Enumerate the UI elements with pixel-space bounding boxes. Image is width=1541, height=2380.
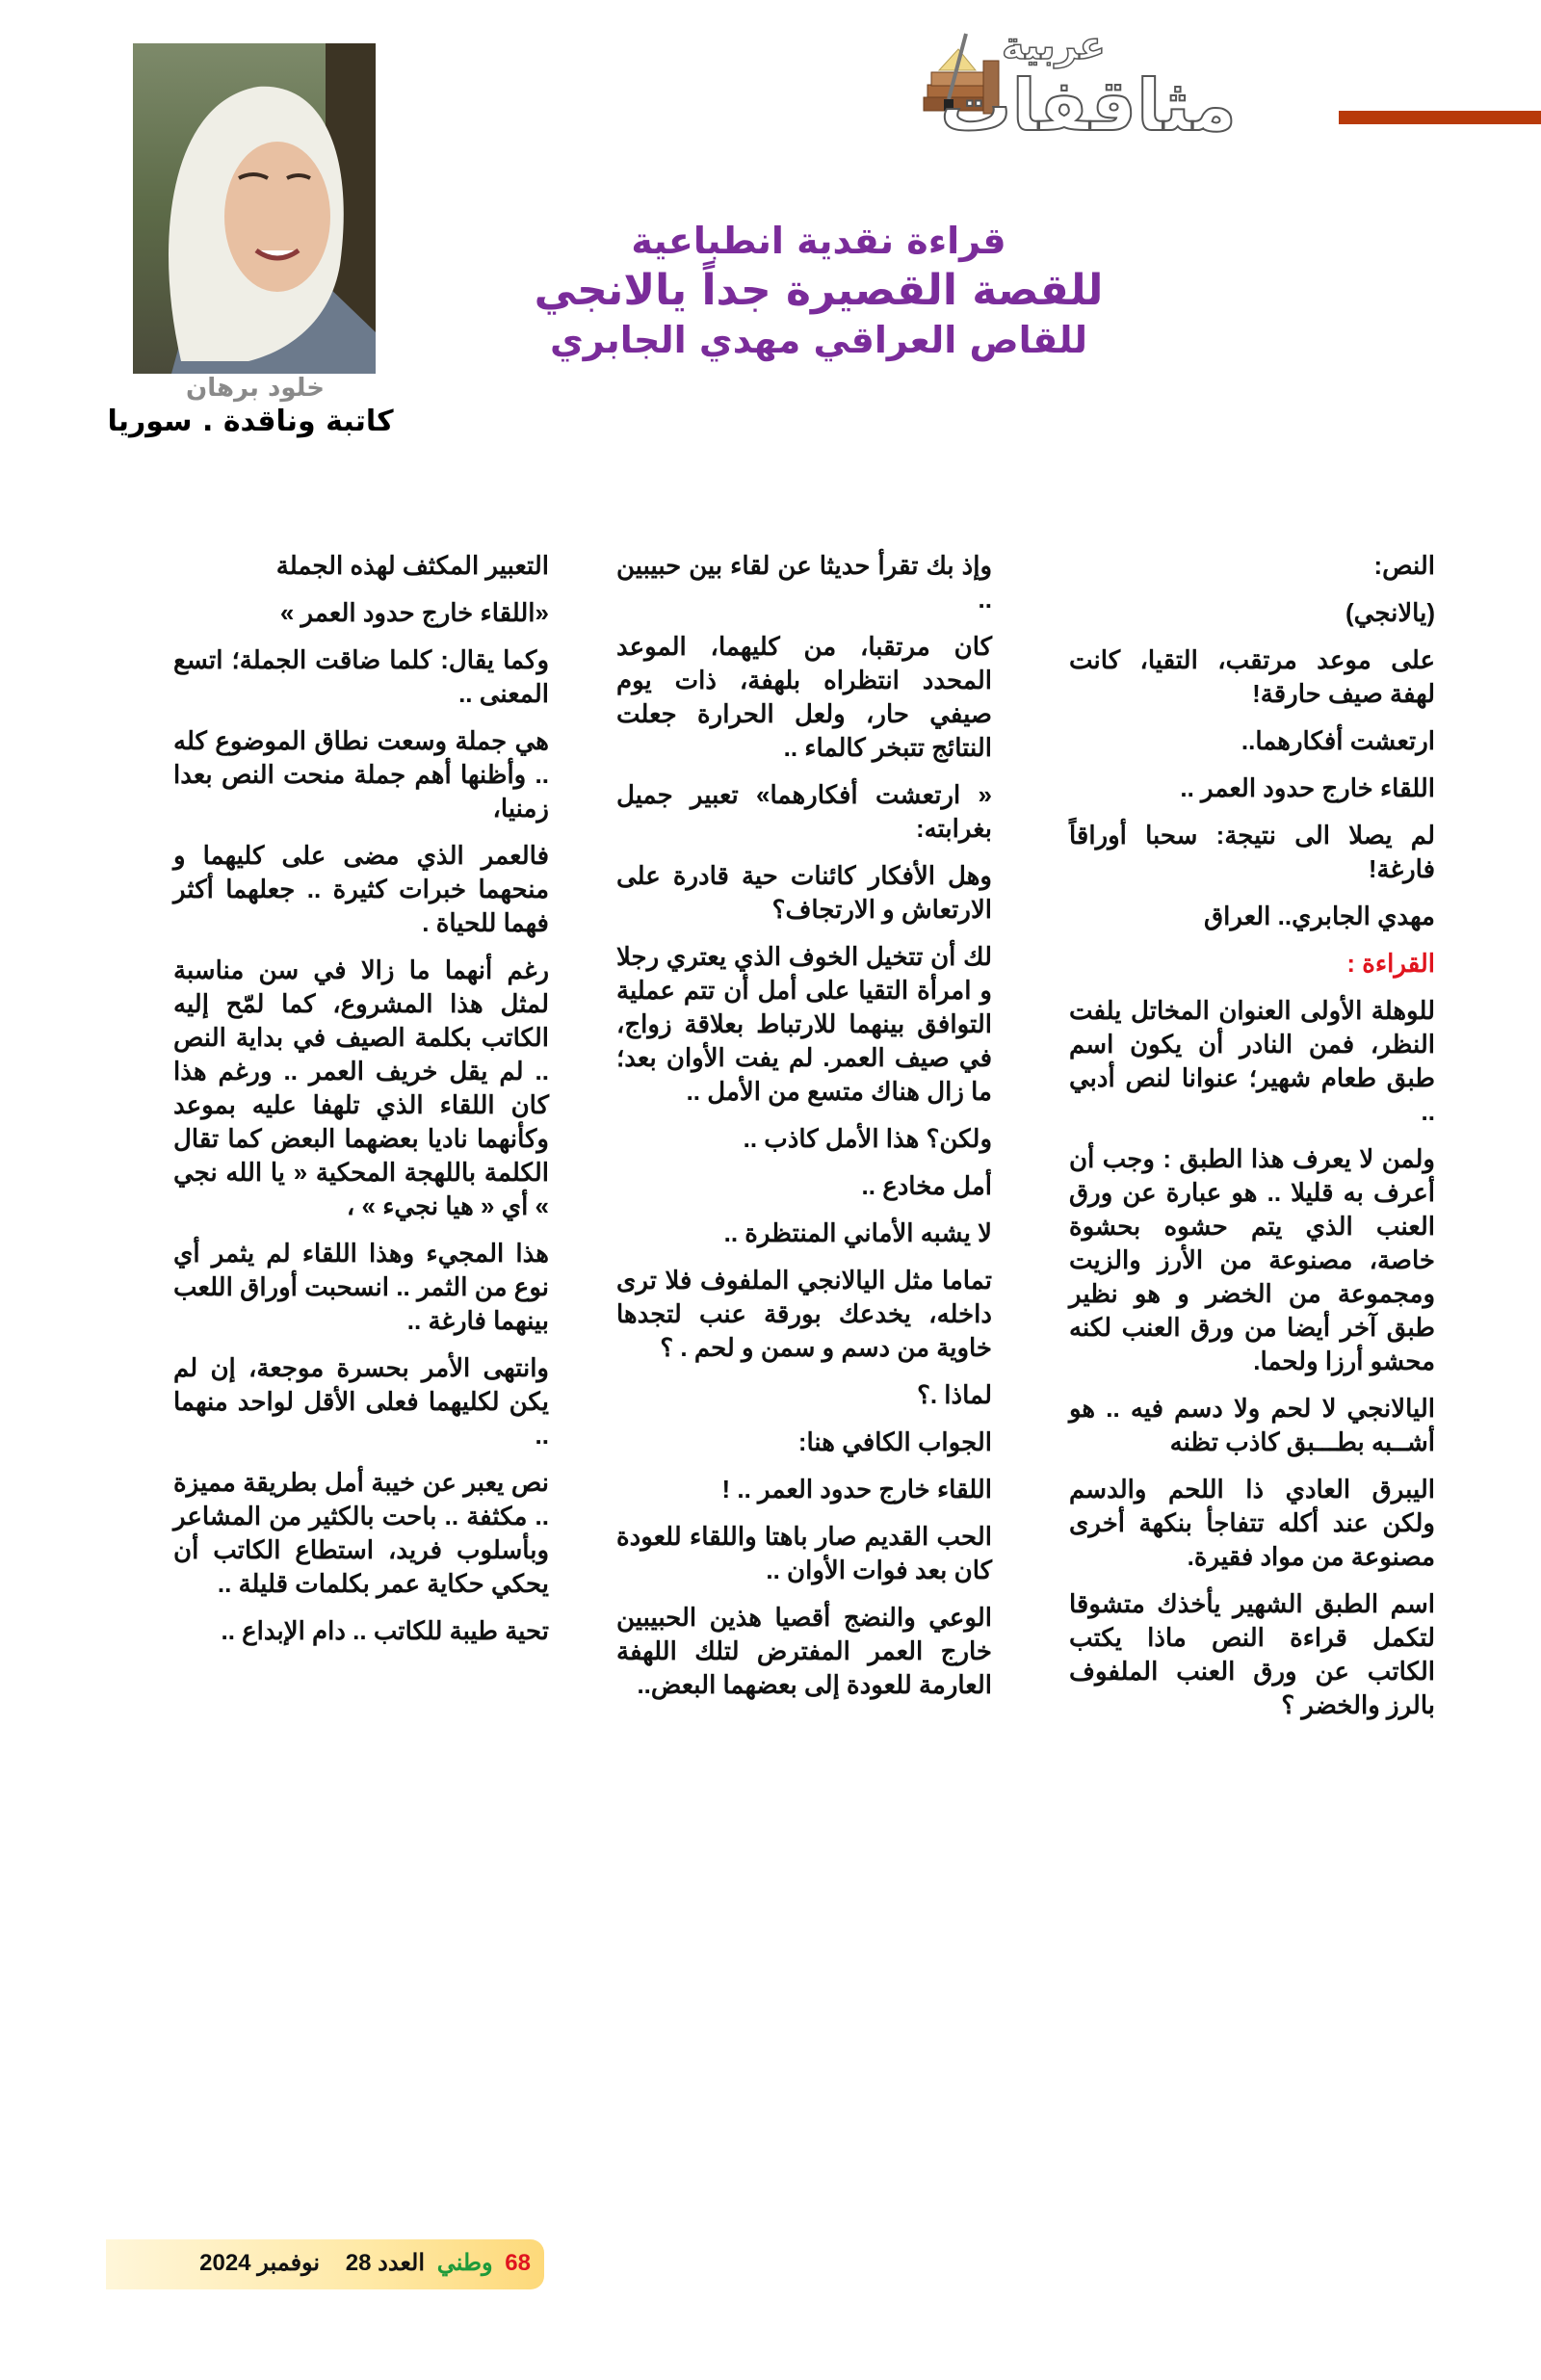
masthead xyxy=(838,14,1541,149)
masthead-accent-bar xyxy=(1339,111,1541,124)
paragraph: الجواب الكافي هنا: xyxy=(797,1427,992,1456)
article-title-line2: للقصة القصيرة جداً يالانجي xyxy=(534,266,1104,315)
paragraph: وكما يقال: كلما ضاقت الجملة؛ اتسع المعنى .. xyxy=(173,645,549,708)
section-heading-reading: القراءة : xyxy=(1346,949,1435,978)
paragraph: اللقاء خارج حدود العمر .. xyxy=(1180,773,1435,802)
issue-label: العدد xyxy=(378,2250,426,2276)
author-name: خلود برهان xyxy=(186,374,325,403)
paragraph: ارتعشت أفكارهما.. xyxy=(1241,726,1435,755)
author-role: كاتبة وناقدة . سوريا xyxy=(107,405,394,438)
page-number: 68 xyxy=(505,2250,531,2276)
page-footer xyxy=(106,2239,544,2289)
masthead-logo-sub: عربية xyxy=(1002,24,1106,68)
paragraph: ولمن لا يعرف هذا الطبق : وجب أن أعرف به قليلا .. هو عبارة عن ورق العنب الذي يتم حشوه بحشوة خاصة، مصنوعة من الأرز والزيت ومجموعة من الخضر و هو نظير طبق آخر أيضا من ورق العنب لكنه محشو أرزا ولحما. xyxy=(1069,1144,1435,1375)
paragraph: وهل الأفكار كائنات حية قادرة على الارتعاش و الارتجاف؟ xyxy=(616,861,992,924)
paragraph: التعبير المكثف لهذه الجملة xyxy=(275,551,549,580)
paragraph: لم يصلا الى نتيجة: سحبا أوراقاً فارغة! xyxy=(1069,821,1435,883)
paragraph: هي جملة وسعت نطاق الموضوع كله .. وأظنها أهم جملة منحت النص بعدا زمنيا، xyxy=(173,726,549,823)
issue-month: نوفمبر xyxy=(257,2250,321,2276)
paragraph: رغم أنهما ما زالا في سن مناسبة لمثل هذا المشروع، كما لمّح إليه الكاتب بكلمة الصيف في بداية النص .. لم يقل خريف العمر .. ورغم هذا كان اللقاء الذي تلهفا عليه بموعد وكأنهما ناديا بعضهما البعض كما تقال الكلمة باللهجة المحكية « يا الله نجي » أي « هيا نجيء » ، xyxy=(173,955,549,1220)
paragraph: على موعد مرتقب، التقيا، كانت لهفة صيف حارقة! xyxy=(1069,645,1435,708)
paragraph: «اللقاء خارج حدود العمر » xyxy=(279,598,549,627)
paragraph: وإذ بك تقرأ حديثا عن لقاء بين حبيبين .. xyxy=(616,551,992,614)
article-column-right xyxy=(1069,549,1435,1736)
paragraph: الحب القديم صار باهتا واللقاء للعودة كان بعد فوات الأوان .. xyxy=(616,1522,992,1584)
paragraph: الوعي والنضج أقصيا هذين الحبيبين خارج العمر المفترض لتلك اللهفة العارمة للعودة إلى بعضهما البعض.. xyxy=(616,1603,992,1699)
magazine-name: وطني xyxy=(436,2250,493,2276)
issue-number: 28 xyxy=(345,2250,372,2276)
paragraph: للوهلة الأولى العنوان المخاتل يلفت النظر، فمن النادر أن يكون اسم طبق طعام شهير؛ عنوانا لنص أدبي .. xyxy=(1069,996,1435,1126)
article-title-line1: قراءة نقدية انطباعية xyxy=(631,220,1006,262)
article-title-line3: للقاص العراقي مهدي الجابري xyxy=(549,319,1087,361)
paragraph: لك أن تتخيل الخوف الذي يعتري رجلا و امرأة التقيا على أمل أن تتم عملية التوافق بينهما للارتباط بعلاقة زواج، في صيف العمر. لم يفت الأوان بعد؛ ما زال هناك متسع من الأمل .. xyxy=(616,942,992,1106)
paragraph: نص يعبر عن خيبة أمل بطريقة مميزة .. مكثفة .. باحت بالكثير من المشاعر وبأسلوب فريد، استطاع الكاتب أن يحكي حكاية عمر بكلمات قليلة .. xyxy=(173,1468,549,1598)
paragraph: اليالانجي لا لحم ولا دسم فيه .. هو أشــبه بطـــبق كاذب تظنه xyxy=(1069,1394,1435,1456)
paragraph: تماما مثل اليالانجي الملفوف فلا ترى داخله، يخدعك بورقة عنب لتجدها خاوية من دسم و سمن و لحم . ؟ xyxy=(616,1266,992,1362)
paragraph: اللقاء خارج حدود العمر .. ! xyxy=(721,1475,992,1504)
author-photo xyxy=(133,43,376,374)
paragraph: ولكن؟ هذا الأمل كاذب .. xyxy=(743,1124,992,1153)
article-title-block xyxy=(501,217,1136,363)
paragraph: « ارتعشت أفكارهما» تعبير جميل بغرابته: xyxy=(616,780,992,843)
issue-year: 2024 xyxy=(199,2250,251,2276)
paragraph: أمل مخادع .. xyxy=(861,1171,992,1200)
paragraph: لا يشبه الأماني المنتظرة .. xyxy=(723,1218,992,1247)
masthead-logo: مثاقفات xyxy=(940,65,1237,147)
paragraph: مهدي الجابري.. العراق xyxy=(1203,902,1435,930)
paragraph: لماذا .؟ xyxy=(917,1380,992,1409)
paragraph: وانتهى الأمر بحسرة موجعة، إن لم يكن لكليهما فعلى الأقل لواحد منهما .. xyxy=(173,1353,549,1450)
article-column-middle xyxy=(616,549,992,1715)
paragraph: النص: xyxy=(1373,551,1435,580)
paragraph: تحية طيبة للكاتب .. دام الإبداع .. xyxy=(221,1616,549,1645)
paragraph: هذا المجيء وهذا اللقاء لم يثمر أي نوع من الثمر .. انسحبت أوراق اللعب بينهما فارغة .. xyxy=(173,1239,549,1335)
paragraph: فالعمر الذي مضى على كليهما و منحهما خبرات كثيرة .. جعلهما أكثر فهما للحياة . xyxy=(173,841,549,937)
paragraph: اسم الطبق الشهير يأخذك متشوقا لتكمل قراءة النص ماذا يكتب الكاتب عن ورق العنب الملفوف بالرز والخضر ؟ xyxy=(1069,1589,1435,1719)
article-column-left xyxy=(173,549,549,1661)
paragraph: اليبرق العادي ذا اللحم والدسم ولكن عند أكله تتفاجأ بنكهة أخرى مصنوعة من مواد فقيرة. xyxy=(1069,1475,1435,1571)
paragraph: كان مرتقبا، من كليهما، الموعد المحدد انتظراه بلهفة، ذات يوم صيفي حار، ولعل الحرارة جعلت النتائج تتبخر كالماء .. xyxy=(616,632,992,762)
paragraph: (يالانجي) xyxy=(1345,598,1435,627)
